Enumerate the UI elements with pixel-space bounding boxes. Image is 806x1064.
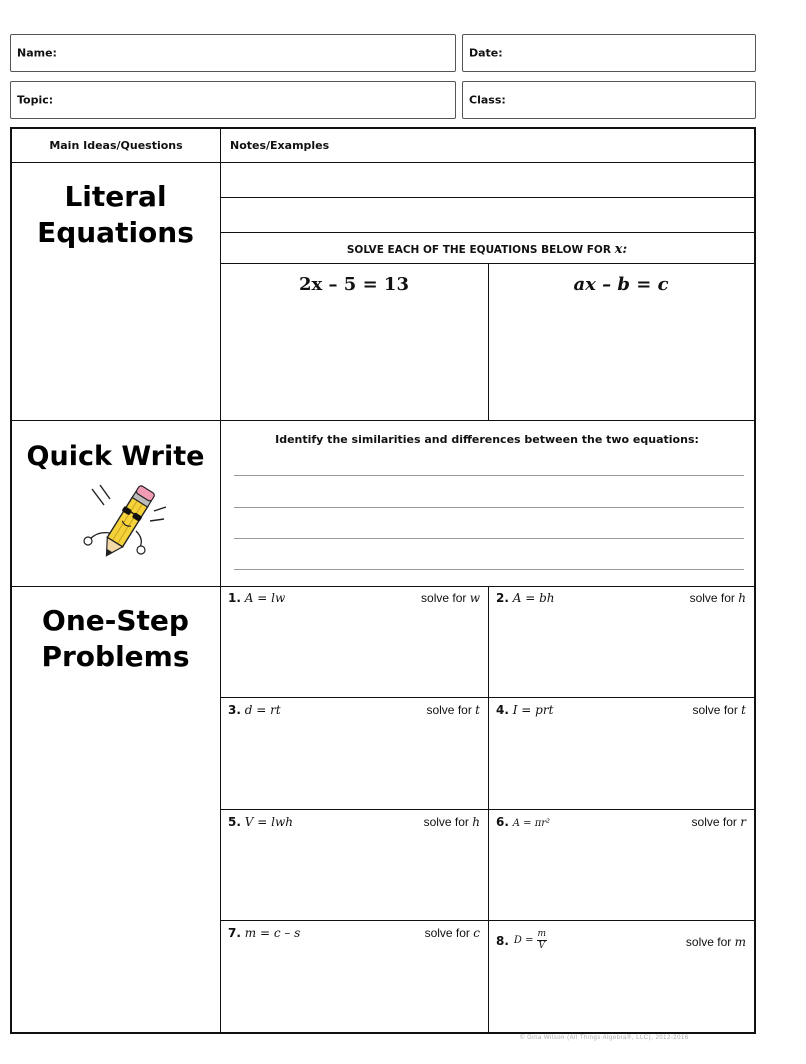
problem-row-divider-2 <box>220 809 754 810</box>
problem-7-equation <box>228 926 300 940</box>
problem-4-number: 4. <box>496 703 509 717</box>
quick-write-title: Quick Write <box>26 441 205 472</box>
solve-instruction-text: SOLVE EACH OF THE EQUATIONS BELOW FOR <box>346 244 611 256</box>
header-row-divider <box>12 162 754 163</box>
problem-3-number: 3. <box>228 703 241 717</box>
copyright-footer: © Gina Wilson (All Things Algebra®, LLC), 2012-2016 <box>520 1035 689 1041</box>
problem-3-var: t <box>475 703 480 717</box>
problem-6-expression: A = πr² <box>512 818 551 829</box>
pencil-icon <box>70 481 170 567</box>
problem-7-solve-text: solve for <box>424 926 470 940</box>
problem-6-solve-for <box>638 815 746 829</box>
problem-5-expression: V = lwh <box>244 815 293 829</box>
problem-8-solve-text: solve for <box>685 935 732 949</box>
work-area-left[interactable] <box>222 299 486 419</box>
problem-2-solve-for <box>638 591 746 605</box>
problem-7-number: 7. <box>228 926 241 940</box>
class-label: Class: <box>469 93 506 107</box>
problem-5-solve-for <box>372 815 480 829</box>
topic-field[interactable] <box>10 81 456 119</box>
problem-1-equation <box>228 591 285 605</box>
problem-1-var: w <box>469 591 480 605</box>
problem-6-solve-text: solve for <box>691 815 737 829</box>
problem-3-solve-text: solve for <box>426 703 472 717</box>
problem-8-denominator: V <box>538 941 546 951</box>
problem-8-number: 8. <box>496 933 509 948</box>
topic-label: Topic: <box>17 93 54 107</box>
problem-3-solve-for <box>372 703 480 717</box>
problem-2-solve-text: solve for <box>689 591 735 605</box>
problem-3-equation <box>228 703 281 717</box>
date-field[interactable] <box>462 34 756 72</box>
name-label: Name: <box>17 46 57 60</box>
problem-8-solve-for <box>638 935 746 949</box>
section-divider-2 <box>12 586 754 587</box>
problem-1-number: 1. <box>228 591 241 605</box>
problem-5-var: h <box>472 815 480 829</box>
class-field[interactable] <box>462 81 756 119</box>
problem-3-expression: d = rt <box>244 703 281 717</box>
notes-line-2[interactable] <box>220 232 754 233</box>
instruction-divider <box>220 263 754 264</box>
problem-7-var: c <box>473 926 480 940</box>
section-divider-1 <box>12 420 754 421</box>
write-line-1[interactable] <box>234 475 744 476</box>
problem-2-expression: A = bh <box>512 591 555 605</box>
problem-7-expression: m = c – s <box>244 926 301 940</box>
problem-4-equation <box>496 703 553 717</box>
problem-5-number: 5. <box>228 815 241 829</box>
name-field[interactable] <box>10 34 456 72</box>
write-line-3[interactable] <box>234 538 744 539</box>
problem-6-number: 6. <box>496 815 509 829</box>
literal-title-line2: Equations <box>37 216 194 249</box>
solve-instruction-var: x: <box>614 242 628 257</box>
problem-2-number: 2. <box>496 591 509 605</box>
write-line-2[interactable] <box>234 507 744 508</box>
problem-4-var: t <box>741 703 746 717</box>
column-divider <box>220 129 221 1032</box>
write-line-4[interactable] <box>234 569 744 570</box>
problem-4-solve-for <box>638 703 746 717</box>
problem-6-var: r <box>740 815 746 829</box>
problem-2-var: h <box>738 591 746 605</box>
literal-equations-title <box>12 179 219 251</box>
problem-4-expression: I = prt <box>512 703 554 717</box>
one-step-title-line1: One-Step <box>42 604 189 637</box>
problem-1-solve-text: solve for <box>421 591 467 605</box>
problem-8-numerator: m <box>537 929 547 939</box>
problem-8-lhs: D = <box>513 935 534 946</box>
notes-line-1[interactable] <box>220 197 754 198</box>
notes-examples-header: Notes/Examples <box>230 139 330 152</box>
date-label: Date: <box>469 46 503 60</box>
problem-5-equation <box>228 815 293 829</box>
one-step-title-line2: Problems <box>41 640 190 673</box>
work-area-right[interactable] <box>490 299 752 419</box>
problem-8-equation <box>496 929 547 952</box>
problem-row-divider-1 <box>220 697 754 698</box>
solve-instruction <box>220 242 754 257</box>
problem-1-solve-for <box>372 591 480 605</box>
notes-table <box>10 127 756 1034</box>
literal-title-line1: Literal <box>64 180 167 213</box>
main-ideas-header: Main Ideas/Questions <box>49 139 183 152</box>
quick-write-prompt: Identify the similarities and differences between the two equations: <box>275 433 699 446</box>
problem-8-var: m <box>734 935 746 949</box>
problem-1-expression: A = lw <box>244 591 286 605</box>
problem-5-solve-text: solve for <box>423 815 469 829</box>
problem-6-equation <box>496 815 550 829</box>
problem-4-solve-text: solve for <box>692 703 738 717</box>
one-step-problems-title <box>12 603 219 675</box>
problem-row-divider-3 <box>220 920 754 921</box>
equation-left: 2x – 5 = 13 <box>299 274 409 295</box>
problem-2-equation <box>496 591 555 605</box>
problem-8-fraction <box>537 929 548 952</box>
equation-right: ax – b = c <box>573 274 669 295</box>
problem-7-solve-for <box>372 926 480 940</box>
